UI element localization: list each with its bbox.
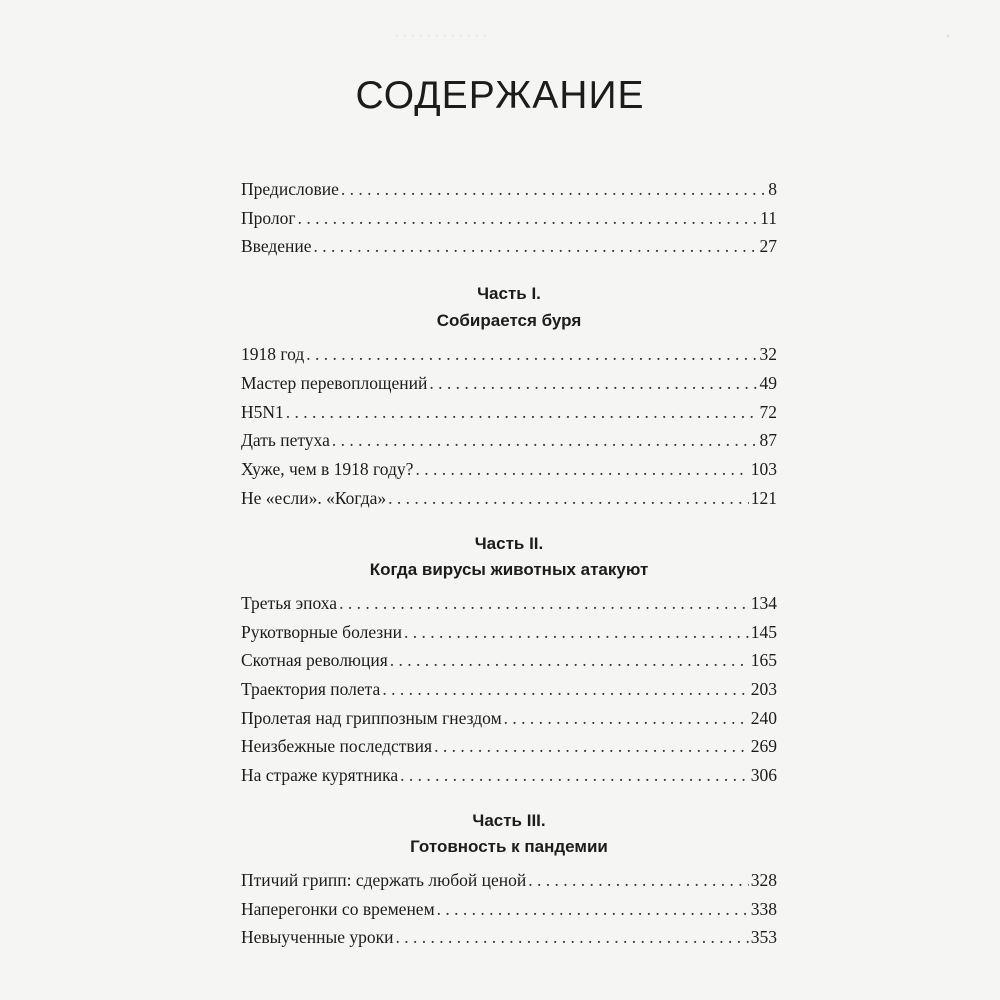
leader-dots [415, 458, 748, 480]
leader-dots [286, 401, 758, 423]
toc-entry [241, 207, 777, 229]
toc-entry [241, 372, 777, 394]
toc-entry [241, 401, 777, 423]
bleed-through-header: · · · · · · · · · · · · [395, 28, 487, 45]
toc-entry-page: 328 [750, 870, 777, 890]
leader-dots [404, 621, 749, 643]
leader-dots [339, 592, 749, 614]
leader-dots [298, 207, 759, 229]
page-title: СОДЕРЖАНИЕ [355, 74, 645, 117]
toc-entry-page: 306 [750, 765, 777, 785]
leader-dots [390, 649, 749, 671]
toc-entry-page: 32 [759, 344, 777, 364]
toc-entry-label: Хуже, чем в 1918 году? [241, 459, 414, 479]
toc-entry-label: Дать петуха [241, 430, 330, 450]
part-heading-number: Часть I. [477, 284, 541, 303]
toc-entry [241, 649, 777, 671]
leader-dots [528, 869, 749, 891]
toc-entry-label: Рукотворные болезни [241, 622, 402, 642]
toc-entry [241, 178, 777, 200]
toc-entry-page: 103 [750, 459, 777, 479]
toc-entry-label: 1918 год [241, 344, 305, 364]
leader-dots [396, 926, 749, 948]
toc-entry [241, 926, 777, 948]
leader-dots [504, 707, 749, 729]
leader-dots [382, 678, 748, 700]
toc-entry-page: 87 [759, 430, 777, 450]
toc-entry-label: Птичий грипп: сдержать любой ценой [241, 870, 527, 890]
toc-entry-page: 165 [750, 650, 777, 670]
toc-entry [241, 592, 777, 614]
toc-entry-label: H5N1 [241, 402, 284, 422]
toc-entry-label: Невыученные уроки [241, 927, 394, 947]
toc-entry-page: 338 [750, 899, 777, 919]
leader-dots [306, 343, 757, 365]
part-heading-number: Часть III. [472, 811, 546, 830]
toc-entry [241, 621, 777, 643]
toc-entry [241, 869, 777, 891]
toc-entry-label: Пролетая над гриппозным гнездом [241, 708, 502, 728]
toc-entry-page: 49 [759, 373, 777, 393]
leader-dots [388, 487, 749, 509]
toc-entry-page: 240 [750, 708, 777, 728]
part-heading-title: Собирается буря [436, 311, 582, 330]
toc-entry-page: 8 [768, 179, 777, 199]
toc-entry-page: 269 [750, 736, 777, 756]
toc-entry-label: Наперегонки со временем [241, 899, 435, 919]
leader-dots [434, 735, 749, 757]
toc-entry-label: Неизбежные последствия [241, 736, 433, 756]
toc-entry-label: Пролог [241, 208, 296, 228]
toc-entry-label: Не «если». «Когда» [241, 488, 387, 508]
toc-entry-page: 72 [759, 402, 777, 422]
toc-entry [241, 678, 777, 700]
toc-entry-page: 134 [750, 593, 777, 613]
toc-entry-label: Мастер перевоплощений [241, 373, 428, 393]
leader-dots [400, 764, 749, 786]
toc-entry [241, 235, 777, 257]
toc-entry-page: 27 [759, 236, 777, 256]
leader-dots [437, 898, 749, 920]
part-heading-number: Часть II. [474, 534, 544, 553]
toc-entry [241, 429, 777, 451]
toc-entry-label: Третья эпоха [241, 593, 338, 613]
leader-dots [332, 429, 758, 451]
leader-dots [314, 235, 758, 257]
toc-entry-page: 353 [750, 927, 777, 947]
part-heading-title: Готовность к пандемии [410, 837, 608, 856]
toc-entry-page: 145 [750, 622, 777, 642]
leader-dots [341, 178, 766, 200]
toc-entry [241, 898, 777, 920]
toc-entry [241, 458, 777, 480]
toc-entry-label: Введение [241, 236, 312, 256]
toc-entry-label: На страже курятника [241, 765, 399, 785]
toc-entry [241, 343, 777, 365]
bleed-through-page-number: · [945, 26, 952, 46]
toc-entry-page: 203 [750, 679, 777, 699]
toc-entry-label: Траектория полета [241, 679, 381, 699]
leader-dots [429, 372, 757, 394]
toc-entry-label: Предисловие [241, 179, 339, 199]
part-heading-title: Когда вирусы животных атакуют [369, 560, 649, 579]
toc-entry-page: 121 [750, 488, 777, 508]
toc-entry [241, 735, 777, 757]
toc-entry [241, 707, 777, 729]
toc-entry [241, 487, 777, 509]
toc-entry-label: Скотная революция [241, 650, 388, 670]
toc-entry-page: 11 [760, 208, 777, 228]
toc-entry [241, 764, 777, 786]
